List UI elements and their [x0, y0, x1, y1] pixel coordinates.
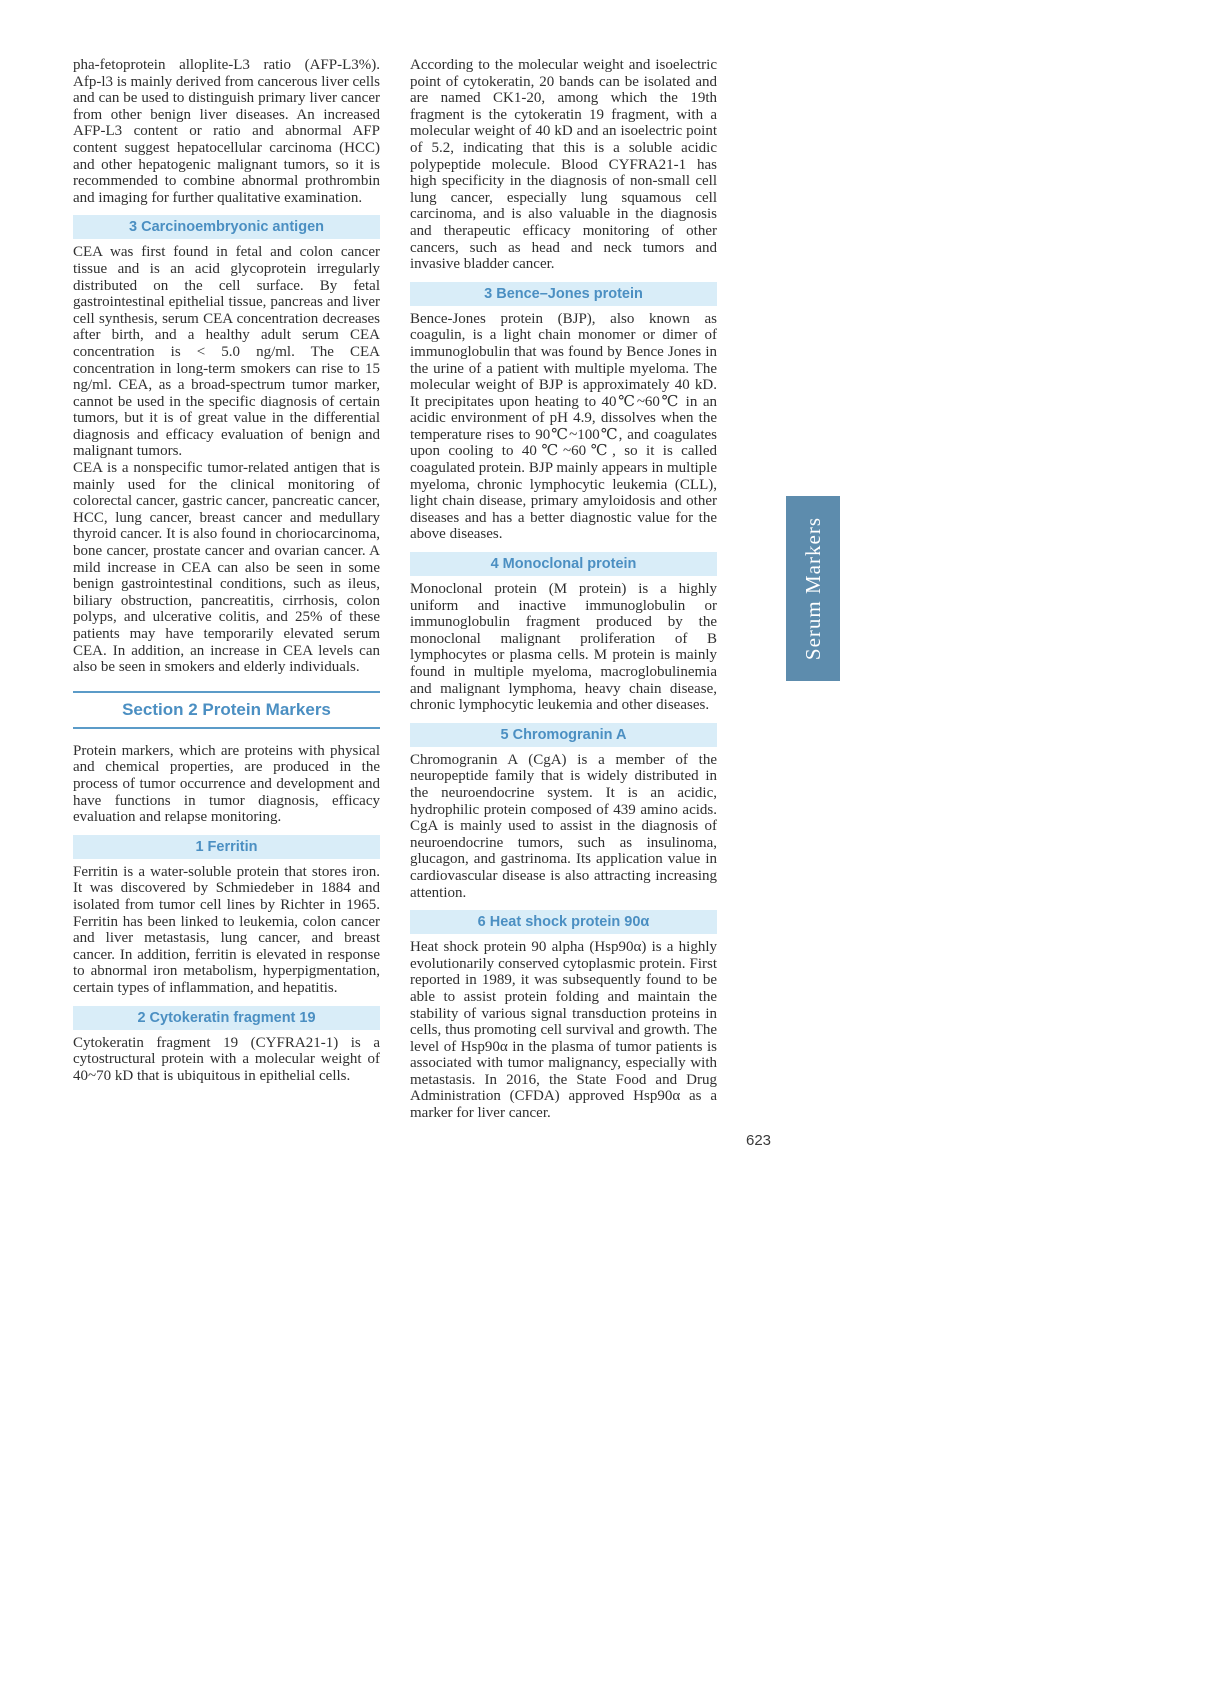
paragraph-hsp90: Heat shock protein 90 alpha (Hsp90α) is a highly evolutionarily conserved cytoplasmic protein. First reported in 1989, it was subsequently found to be able to assist protein folding and maintain the stability of various signal transduction proteins in cells, thus promoting cell survival and growth. The level of Hsp90α in the plasma of tumor patients is associated with tumor malignancy, especially with metastasis. In 2016, the State Food and Drug Administration (CFDA) approved Hsp90α as a marker for liver cancer.	[410, 939, 717, 1122]
chapter-edge-tab-label: Serum Markers	[800, 516, 825, 661]
chapter-edge-tab	[786, 496, 840, 681]
paragraph-cea-2: CEA is a nonspecific tumor-related antigen that is mainly used for the clinical monitoring of colorectal cancer, gastric cancer, pancreatic cancer, HCC, lung cancer, breast cancer and medullary thyroid cancer. It is also found in choriocarcinoma, bone cancer, prostate cancer and ovarian cancer. A mild increase in CEA can also be seen in some benign gastrointestinal conditions, such as ileus, biliary obstruction, pancreatitis, cirrhosis, colon polyps, and ulcerative colitis, and 25% of these patients may have temporarily elevated serum CEA. In addition, an increase in CEA levels can also be seen in smokers and elderly individuals.	[73, 460, 380, 676]
subsection-header-ferritin: 1 Ferritin	[73, 835, 380, 859]
paragraph-protein-markers-intro: Protein markers, which are proteins with physical and chemical properties, are produced in the process of tumor occurrence and development and have functions in tumor diagnosis, efficacy evaluation and relapse monitoring.	[73, 742, 380, 826]
subsection-header-chromogranin-a: 5 Chromogranin A	[410, 723, 717, 747]
subsection-header-carcinoembryonic-antigen: 3 Carcinoembryonic antigen	[73, 215, 380, 239]
text-columns	[73, 57, 717, 1122]
subsection-header-hsp90: 6 Heat shock protein 90α	[410, 910, 717, 934]
subsection-header-cytokeratin-19: 2 Cytokeratin fragment 19	[73, 1006, 380, 1030]
paragraph-cytokeratin-continued: According to the molecular weight and isoelectric point of cytokeratin, 20 bands can be isolated and are named CK1-20, among which the 19th fragment is the cytokeratin 19 fragment, with a molecular weight of 40 kD and an isoelectric point of 5.2, indicating that this is a soluble acidic polypeptide molecule. Blood CYFRA21-1 has high specificity in the diagnosis of non-small cell lung cancer, especially lung squamous cell carcinoma, and is also valuable in the diagnosis and therapeutic efficacy monitoring of other cancers, such as head and neck tumors and invasive bladder cancer.	[410, 57, 717, 273]
paragraph-monoclonal-protein: Monoclonal protein (M protein) is a highly uniform and inactive immunoglobulin or immunoglobulin fragment produced by the monoclonal malignant proliferation of B lymphocytes or plasma cells. M protein is mainly found in multiple myeloma, macroglobulinemia and malignant lymphoma, heavy chain disease, chronic lymphocytic leukemia and other diseases.	[410, 581, 717, 714]
paragraph-ferritin: Ferritin is a water-soluble protein that stores iron. It was discovered by Schmiedeber in 1884 and isolated from tumor cell lines by Richter in 1965. Ferritin has been linked to leukemia, colon cancer and liver metastasis, lung cancer, and breast cancer. In addition, ferritin is elevated in response to abnormal iron metabolism, hyperpigmentation, certain types of inflammation, and hepatitis.	[73, 863, 380, 996]
paragraph-cytokeratin-19: Cytokeratin fragment 19 (CYFRA21-1) is a cytostructural protein with a molecular weight of 40~70 kD that is ubiquitous in epithelial cells.	[73, 1034, 380, 1084]
right-column	[410, 57, 717, 1122]
paragraph-afp-l3: pha-fetoprotein alloplite-L3 ratio (AFP-L3%). Afp-l3 is mainly derived from cancerous liver cells and can be used to distinguish primary liver cancer from other benign liver diseases. An increased AFP-L3 content or ratio and abnormal AFP content suggest hepatocellular carcinoma (HCC) and other hepatogenic malignant tumors, so it is recommended to combine abnormal prothrombin and imaging for further qualitative examination.	[73, 57, 380, 206]
section-heading-protein-markers: Section 2 Protein Markers	[73, 691, 380, 729]
subsection-header-monoclonal-protein: 4 Monoclonal protein	[410, 552, 717, 576]
paragraph-bence-jones: Bence-Jones protein (BJP), also known as coagulin, is a light chain monomer or dimer of immunoglobulin that was found by Bence Jones in the urine of a patient with multiple myeloma. The molecular weight of BJP is approximately 40 kD. It precipitates upon heating to 40℃~60℃ in an acidic environment of pH 4.9, dissolves when the temperature rises to 90℃~100℃, and coagulates upon cooling to 40℃~60℃, so it is called coagulated protein. BJP mainly appears in multiple myeloma, chronic lymphocytic leukemia (CLL), light chain disease, primary amyloidosis and other diseases and has a better diagnostic value for the above diseases.	[410, 310, 717, 543]
subsection-header-bence-jones: 3 Bence–Jones protein	[410, 282, 717, 306]
page-number: 623	[746, 1132, 772, 1149]
left-column	[73, 57, 380, 1122]
paragraph-cea-1: CEA was first found in fetal and colon cancer tissue and is an acid glycoprotein irregularly distributed on the cell surface. By fetal gastrointestinal epithelial tissue, pancreas and liver cell synthesis, serum CEA concentration decreases after birth, and a healthy adult serum CEA concentration is < 5.0 ng/ml. The CEA concentration in long-term smokers can rise to 15 ng/ml. CEA, as a broad-spectrum tumor marker, cannot be used in the specific diagnosis of certain tumors, but it is of great value in the differential diagnosis and efficacy evaluation of benign and malignant tumors.	[73, 244, 380, 460]
paragraph-chromogranin-a: Chromogranin A (CgA) is a member of the neuropeptide family that is widely distributed in the neuroendocrine system. It is an acidic, hydrophilic protein composed of 439 amino acids. CgA is mainly used to assist in the diagnosis of neuroendocrine tumors, such as insulinoma, glucagon, and gastrinoma. Its application value in cardiovascular disease is also attracting increasing attention.	[410, 751, 717, 901]
